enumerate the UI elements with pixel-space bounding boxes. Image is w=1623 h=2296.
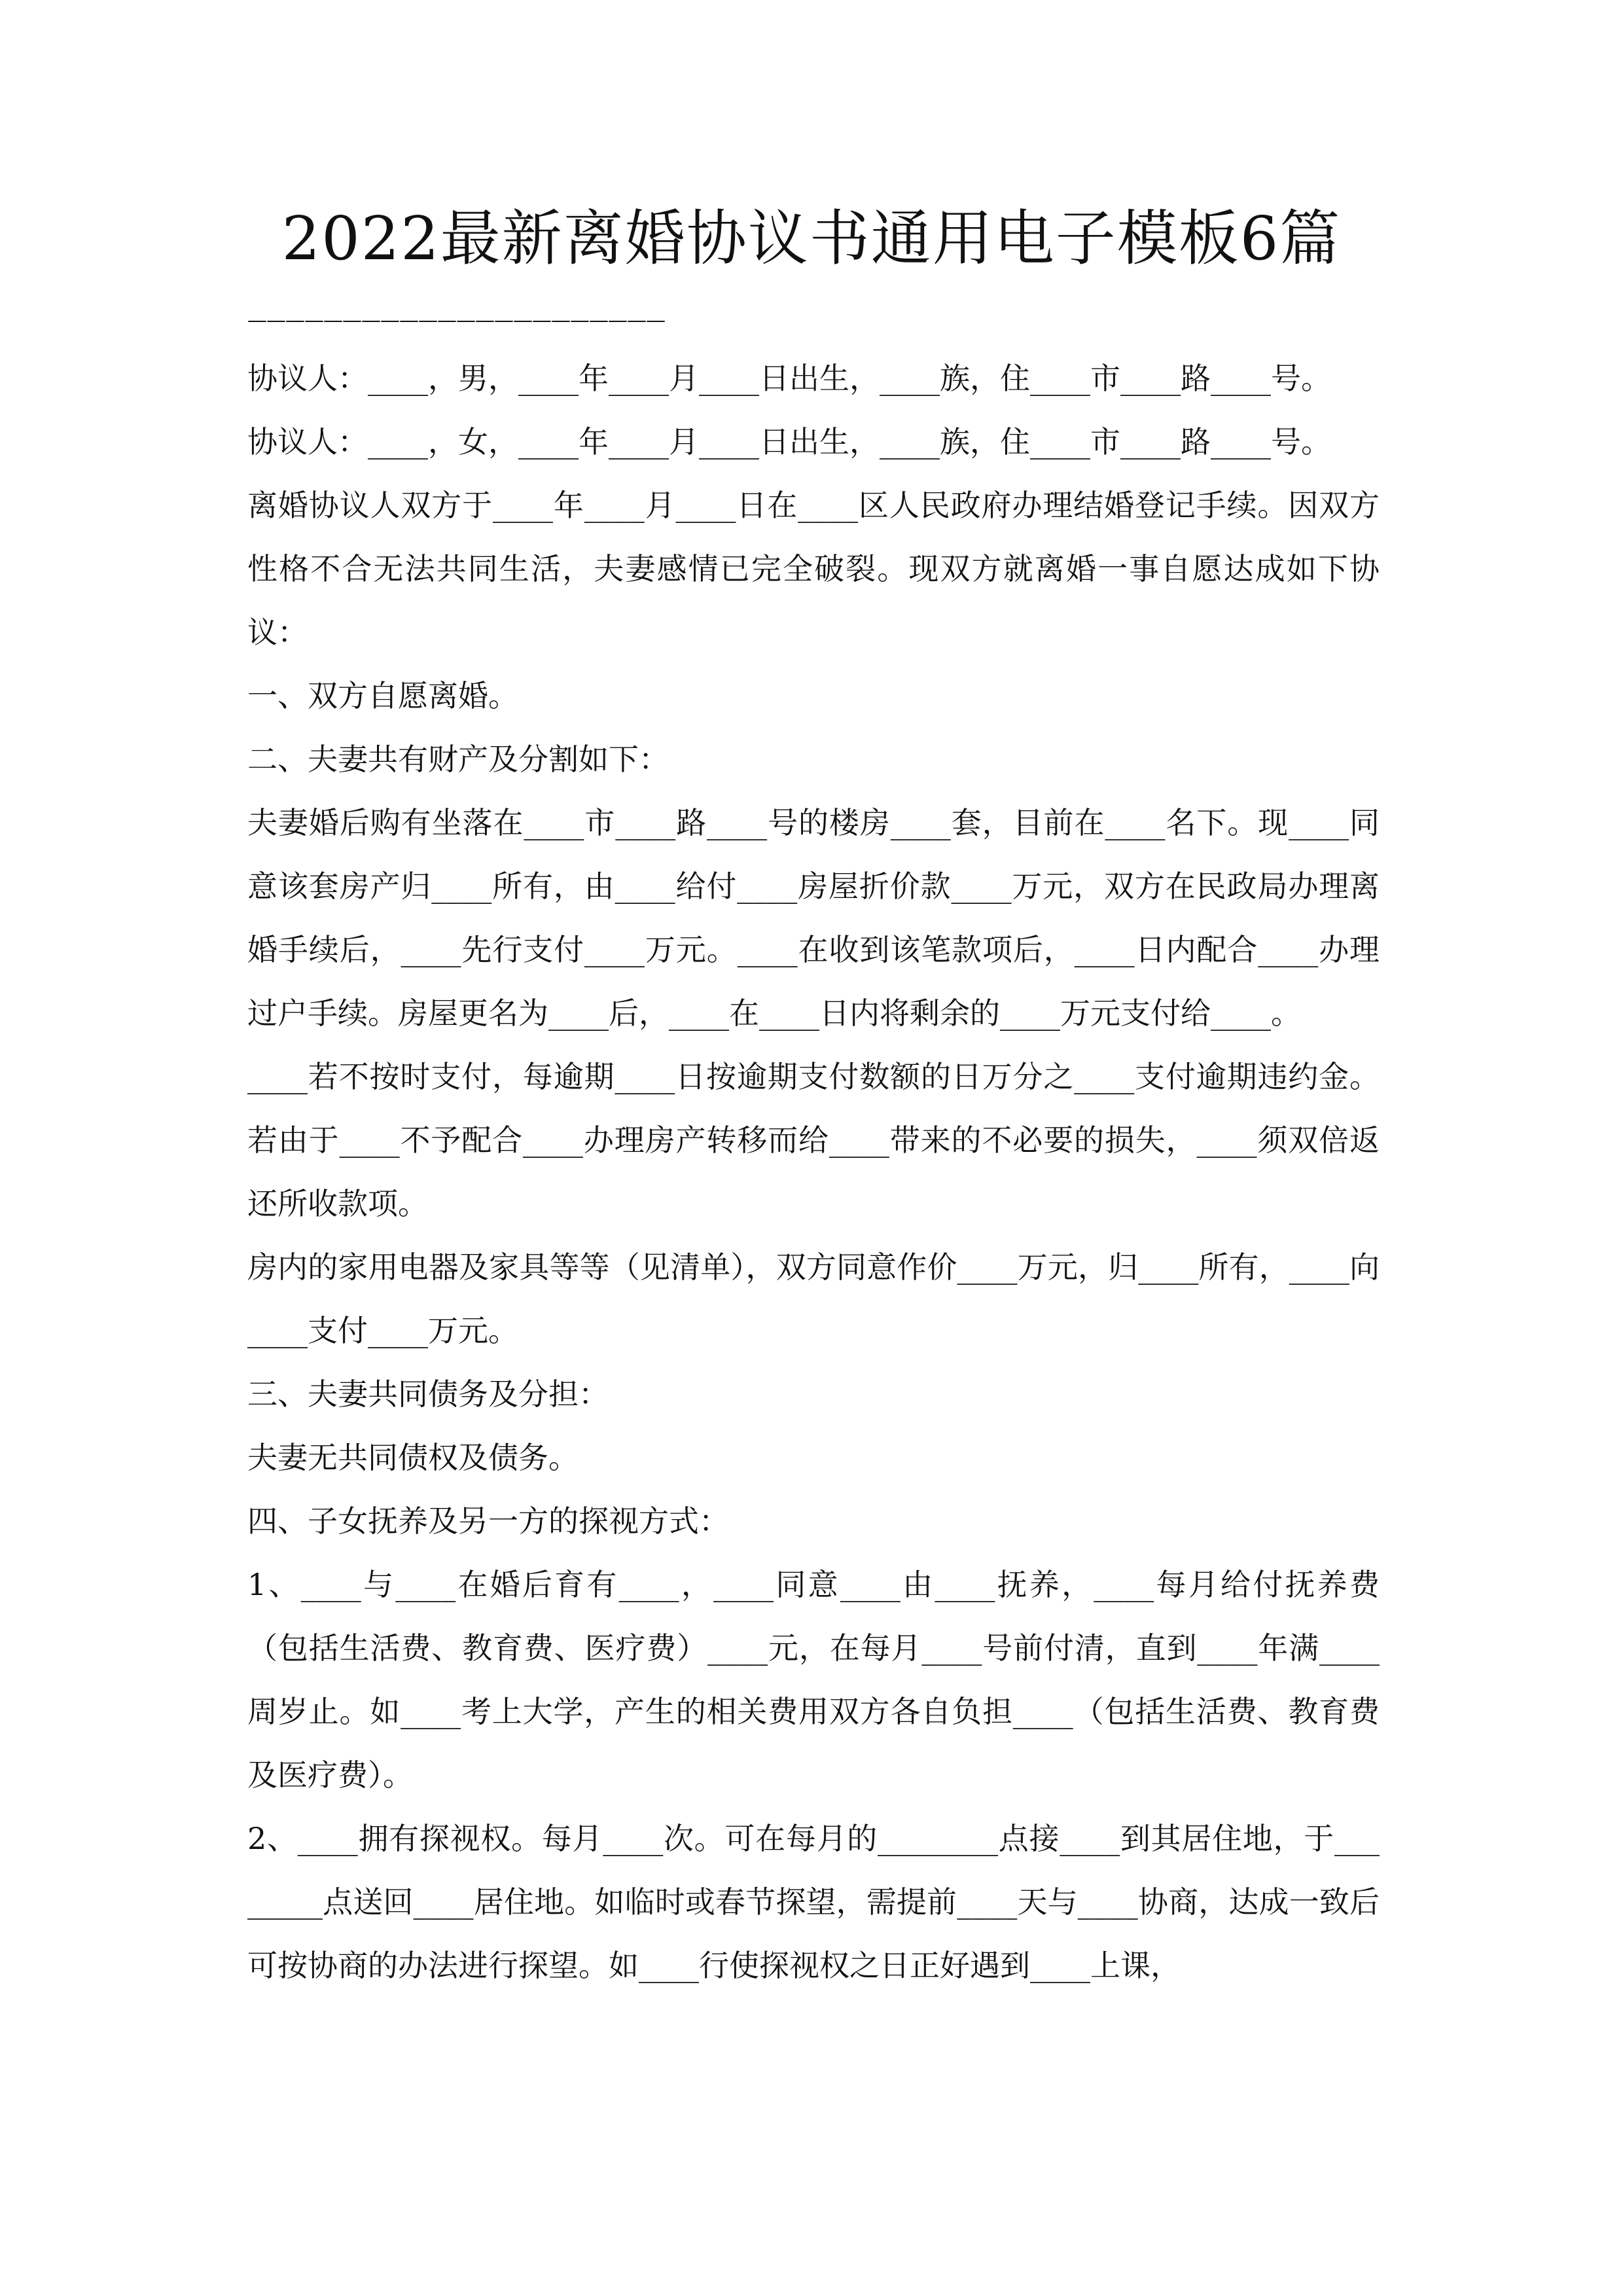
property-furniture-paragraph: 房内的家用电器及家具等等（见清单），双方同意作价____万元，归____所有，____向____支付____万元。 bbox=[247, 1249, 1380, 1348]
custody-item-2: 2、____拥有探视权。每月____次。可在每月的________点接____到其居住地，于________点送回____居住地。如临时或春节探望，需提前____天与____协商，达成一致后可按协商的办法进行探望。如____行使探视权之日正好遇到____上课， bbox=[247, 1821, 1380, 1983]
document-body bbox=[247, 347, 1380, 1998]
property-penalty-paragraph: ____若不按时支付，每逾期____日按逾期支付数额的日万分之____支付逾期违约金。若由于____不予配合____办理房产转移而给____带来的不必要的损失，____须双倍返还所收款项。 bbox=[247, 1059, 1380, 1221]
party-male-line: 协议人：____，男，____年____月____日出生，____族，住____市____路____号。 bbox=[247, 361, 1331, 396]
property-house-paragraph: 夫妻婚后购有坐落在____市____路____号的楼房____套，目前在____名下。现____同意该套房产归____所有，由____给付____房屋折价款____万元，双方在民政局办理离婚手续后，____先行支付____万元。____在收到该笔款项后，____日内配合____办理过户手续。房屋更名为____后，____在____日内将剩余的____万元支付给____。 bbox=[247, 805, 1380, 1031]
custody-item-1: 1、____与____在婚后育有____，____同意____由____抚养，____每月给付抚养费（包括生活费、教育费、医疗费）____元，在每月____号前付清，直到____年满____周岁止。如____考上大学，产生的相关费用双方各自负担____（包括生活费、教育费及医疗费）。 bbox=[247, 1567, 1380, 1793]
party-female-line: 协议人：____，女，____年____月____日出生，____族，住____市____路____号。 bbox=[247, 424, 1331, 459]
preamble-paragraph: 离婚协议人双方于____年____月____日在____区人民政府办理结婚登记手续。因双方性格不合无法共同生活，夫妻感情已完全破裂。现双方就离婚一事自愿达成如下协议： bbox=[247, 488, 1380, 650]
clause-2-heading: 二、夫妻共有财产及分割如下： bbox=[247, 742, 669, 777]
debt-paragraph: 夫妻无共同债权及债务。 bbox=[247, 1440, 579, 1475]
clause-3-heading: 三、夫妻共同债务及分担： bbox=[247, 1376, 609, 1412]
clause-4-heading: 四、子女抚养及另一方的探视方式： bbox=[247, 1503, 729, 1539]
document-title: 2022最新离婚协议书通用电子模板6篇 bbox=[281, 204, 1342, 274]
title-divider: —————————————————————— bbox=[247, 311, 665, 331]
clause-1-heading: 一、双方自愿离婚。 bbox=[247, 678, 518, 713]
